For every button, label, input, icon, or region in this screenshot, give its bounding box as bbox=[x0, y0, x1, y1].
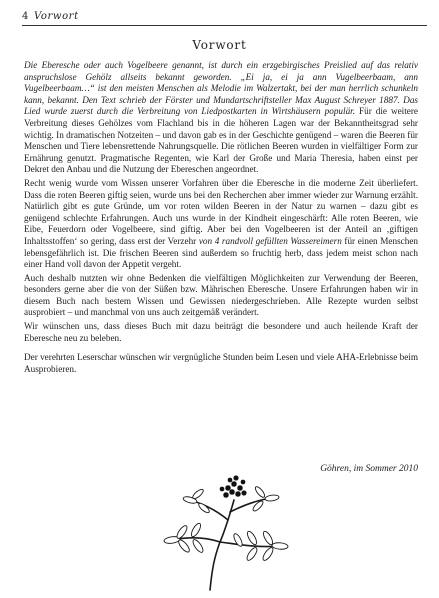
page-header bbox=[22, 10, 427, 26]
paragraph-wish: Wir wünschen uns, dass dieses Buch mit dazu beiträgt die besondere und auch heilende Kraft der Eberesche neu zu beleben. bbox=[24, 321, 418, 343]
knowledge-text-end: für einen Menschen lebensgefährlich ist. Die frischen Beeren sind außerdem so fruchtig herb, dass jedem meist schon nach einer Hand voll davon der Appetit vergeht. bbox=[24, 235, 418, 270]
paragraph-greeting: Der verehrten Leserschar wünschen wir vergnügliche Stunden beim Lesen und viele AHA-Erlebnisse beim Ausprobieren. bbox=[24, 352, 418, 374]
rowan-branch-illustration bbox=[148, 470, 298, 592]
signature-place-date: Göhren, im Sommer 2010 bbox=[320, 464, 418, 474]
rowan-berry-cluster bbox=[219, 475, 246, 498]
body-text bbox=[24, 60, 418, 377]
running-title: Vorwort bbox=[34, 11, 79, 22]
header-rule bbox=[22, 25, 427, 26]
intro-text: Für die weitere Verbreitung dieses Gehölzes vom Flachland bis in die höheren Lagen war der Bekanntheitsgrad sehr wichtig. In dramatischen Notzeiten – und davon gab es in der Geschichte genügend – waren die Beeren für Menschen und Tiere lebensrettende Nahrungsquelle. Die rötlichen Beeren wurden in vielfältiger Form zur Ernährung genutzt. Pragmatische Regenten, wie Karl der Große und Maria Theresia, haben einst per Dekret den Anbau und die Nutzung der Ebereschen angeordnet. bbox=[24, 106, 418, 175]
knowledge-text-start: Recht wenig wurde vom Wissen unserer Vorfahren über die Eberesche in die moderne Zeit überliefert. Dass die roten Beeren giftig seien, wurde uns bei den Recherchen aber immer wieder zur Warnung erzählt. Natürlich gibt es gute Gründe, um vor roten wilden Beeren in der Natur zu warnen – dazu gibt es genügend schlechte Erfahrungen. Auch uns wurde in der Kindheit eingeschärft: Alle roten Beeren, wie Eibe, Feuerdorn oder Vogelbeere, sind giftig. Aber bei den Vogelbeeren ist der Anteil an ‚giftigen Inhaltsstoffen‘ so gering, dass erst der Verzehr bbox=[24, 177, 418, 246]
intro-italic-text: Die Eberesche oder auch Vogelbeere genannt, ist durch ein erzgebirgisches Preislied auf das relativ anspruchslose Gehölz allseits bekannt geworden. „Ei ja, ei ja ann Vugelbeerbaam, ann Vugelbeerbaam…“ ist den meisten Menschen als Melodie im Walzertakt, bei der man herrlich schunkeln kann, bekannt. Den Text schrieb der Förster und Mundartschriftsteller Max August Schreyer 1887. Das Lied wurde zuerst durch die Verbreitung von Liedpostkarten in Wirtshäusern populär. bbox=[24, 60, 418, 117]
paragraph-knowledge bbox=[24, 178, 418, 271]
knowledge-text-italic: von 4 randvoll gefüllten Wassereimern bbox=[198, 235, 342, 246]
paragraph-usage: Auch deshalb nutzten wir ohne Bedenken die vielfältigen Möglichkeiten zur Verwendung der Beeren, besonders gerne aber die von der Süßen bzw. Mährischen Eberesche. Unsere Erfahrungen haben wir in diesem Buch nach bestem Wissen und Gewissen niedergeschrieben. Alle Rezepte wurden selbst ausprobiert – und manchmal von uns auch zeitgemäß verändert. bbox=[24, 272, 418, 318]
branch-stems bbox=[172, 498, 280, 590]
page-number: 4 bbox=[22, 11, 29, 22]
page-title: Vorwort bbox=[192, 38, 247, 52]
paragraph-intro bbox=[24, 60, 418, 176]
